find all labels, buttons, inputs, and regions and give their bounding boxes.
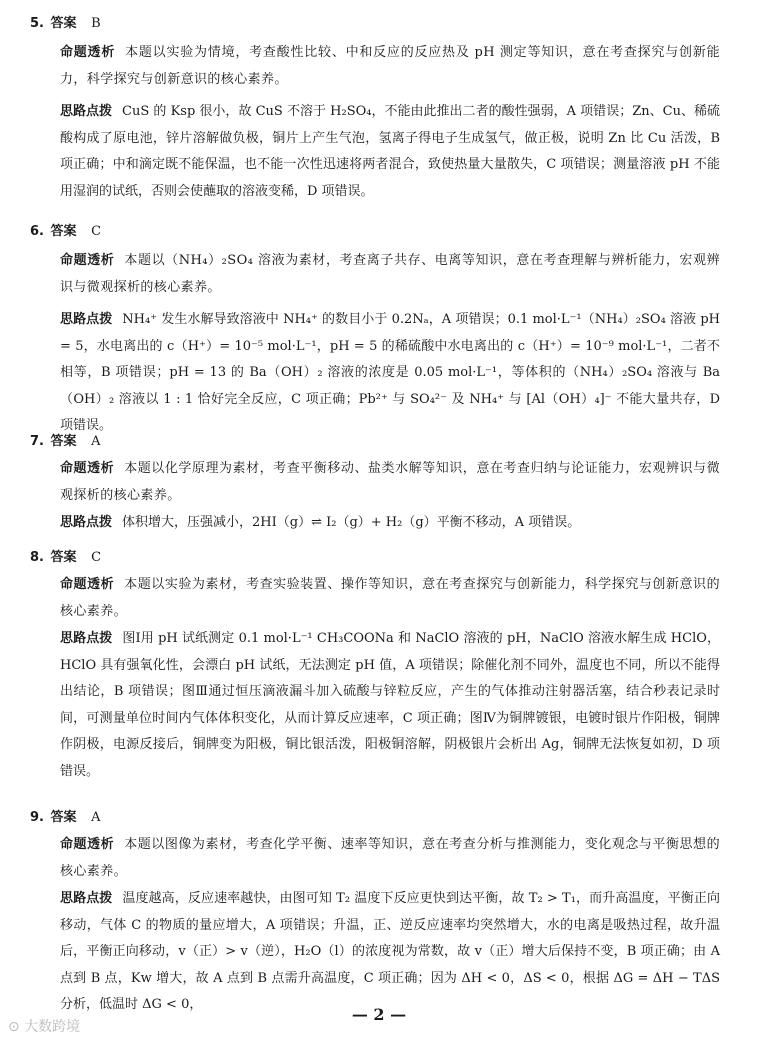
question-5-header bbox=[30, 12, 101, 31]
reasoning-text: 体积增大，压强减小，2HI（g）⇌ I₂（g）+ H₂（g）平衡不移动，A 项错误。 bbox=[122, 515, 581, 530]
reasoning-label: 思路点拨 bbox=[60, 515, 113, 530]
question-7-analysis bbox=[60, 456, 720, 509]
answer-value: C bbox=[91, 550, 102, 565]
analysis-text: 本题以化学原理为素材，考查平衡移动、盐类水解等知识，意在考查归纳与论证能力，宏观辨识与微观探析的核心素养。 bbox=[60, 461, 720, 503]
analysis-label: 命题透析 bbox=[60, 837, 115, 852]
reasoning-label: 思路点拨 bbox=[60, 312, 113, 327]
reasoning-label: 思路点拨 bbox=[60, 891, 113, 906]
answer-label: 答案 bbox=[50, 16, 77, 31]
analysis-label: 命题透析 bbox=[60, 45, 116, 60]
answer-label: 答案 bbox=[50, 434, 77, 449]
answer-value: A bbox=[91, 810, 101, 825]
question-8-analysis bbox=[60, 572, 720, 625]
question-9-analysis bbox=[60, 832, 720, 885]
reasoning-label: 思路点拨 bbox=[60, 631, 113, 646]
answer-value: B bbox=[91, 16, 101, 31]
question-number: 5. bbox=[30, 16, 44, 31]
reasoning-text: NH₄⁺ 发生水解导致溶液中 NH₄⁺ 的数目小于 0.2Nₐ，A 项错误；0.1 mol·L⁻¹（NH₄）₂SO₄ 溶液 pH = 5，水电离出的 c（H⁺）= 10⁻⁵ mol·L⁻¹，pH = 5 的稀硫酸中水电离出的 c（H⁺）= 10⁻⁹ mol·L⁻¹，二者不相等，B 项错误；pH = 13 的 Ba（OH）₂ 溶液的浓度是 0.05 mol·L⁻¹，等体积的（NH₄）₂SO₄ 溶液与 Ba（OH）₂ 溶液以 1 : 1 恰好完全反应，C 项正确；Pb²⁺ 与 SO₄²⁻ 及 NH₄⁺ 与 [Al（OH）₄]⁻ 不能大量共存，D 项错误。 bbox=[60, 312, 720, 433]
question-9-header bbox=[30, 806, 100, 825]
analysis-label: 命题透析 bbox=[60, 461, 115, 476]
reasoning-text: 温度越高，反应速率越快，由图可知 T₂ 温度下反应更快到达平衡，故 T₂ > T₁，而升高温度，平衡正向移动，气体 C 的物质的量应增大，A 项错误；升温，正、逆反应速率均突然增大，水的电离是吸热过程，故升温后，平衡正向移动，v（正）> v（逆），H₂O（l）的浓度视为常数，故 v（正）增大后保持不变，B 项正确；由 A 点到 B 点，Kw 增大，故 A 点到 B 点需升高温度，C 项正确；因为 ΔH < 0，ΔS < 0，根据 ΔG = ΔH − TΔS 分析，低温时 ΔG < 0， bbox=[60, 891, 720, 1012]
question-6-analysis bbox=[60, 248, 720, 301]
question-5-reasoning bbox=[60, 99, 720, 205]
reasoning-label: 思路点拨 bbox=[60, 104, 113, 119]
reasoning-text: CuS 的 Ksp 很小，故 CuS 不溶于 H₂SO₄，不能由此推出二者的酸性强弱，A 项错误；Zn、Cu、稀硫酸构成了原电池，锌片溶解做负极，铜片上产生气泡，氢离子得电子生成氢气，做正极，说明 Zn 比 Cu 活泼，B 项正确；中和滴定既不能保温，也不能一次性迅速将两者混合，致使热量大量散失，C 项错误；测量溶液 pH 不能用湿润的试纸，否则会使蘸取的溶液变稀，D 项错误。 bbox=[60, 104, 720, 199]
question-7-header bbox=[30, 430, 100, 449]
analysis-label: 命题透析 bbox=[60, 253, 115, 268]
watermark: ⊙ 大数跨境 bbox=[8, 1019, 81, 1035]
question-number: 7. bbox=[30, 434, 44, 449]
question-5-analysis bbox=[60, 40, 720, 93]
question-number: 6. bbox=[30, 224, 44, 239]
question-9-reasoning bbox=[60, 886, 720, 1019]
question-8-header bbox=[30, 546, 101, 565]
page-number: — 2 — bbox=[351, 1005, 407, 1024]
analysis-text: 本题以图像为素材，考查化学平衡、速率等知识，意在考查分析与推测能力，变化观念与平衡思想的核心素养。 bbox=[60, 837, 720, 879]
analysis-text: 本题以实验为情境，考查酸性比较、中和反应的反应热及 pH 测定等知识，意在考查探究与创新能力，科学探究与创新意识的核心素养。 bbox=[60, 45, 720, 87]
answer-value: C bbox=[91, 224, 102, 239]
question-6-reasoning bbox=[60, 307, 720, 440]
reasoning-text: 图Ⅰ用 pH 试纸测定 0.1 mol·L⁻¹ CH₃COONa 和 NaClO 溶液的 pH，NaClO 溶液水解生成 HClO，HClO 具有强氧化性，会漂白 pH 试纸，无法测定 pH 值，A 项错误；除催化剂不同外，温度也不同，所以不能得出结论，B 项错误；图Ⅲ通过恒压滴液漏斗加入硫酸与锌粒反应，产生的气体推动注射器活塞，结合秒表记录时间，可测量单位时间内气体体积变化，从而计算反应速率，C 项正确；图Ⅳ为铜牌镀银，电镀时银片作阳极，铜牌作阴极，电源反接后，铜牌变为阳极，铜比银活泼，阳极铜溶解，阴极银片会析出 Ag，铜牌无法恢复如初，D 项错误。 bbox=[60, 631, 720, 779]
question-8-reasoning bbox=[60, 626, 720, 785]
answer-label: 答案 bbox=[50, 224, 77, 239]
question-number: 8. bbox=[30, 550, 44, 565]
question-number: 9. bbox=[30, 810, 44, 825]
answer-label: 答案 bbox=[50, 810, 77, 825]
answer-label: 答案 bbox=[50, 550, 77, 565]
analysis-label: 命题透析 bbox=[60, 577, 115, 592]
question-7-reasoning bbox=[60, 510, 720, 537]
answer-value: A bbox=[91, 434, 101, 449]
question-6-header bbox=[30, 220, 101, 239]
analysis-text: 本题以实验为素材，考查实验装置、操作等知识，意在考查探究与创新能力，科学探究与创新意识的核心素养。 bbox=[60, 577, 720, 619]
analysis-text: 本题以（NH₄）₂SO₄ 溶液为素材，考查离子共存、电离等知识，意在考查理解与辨析能力，宏观辨识与微观探析的核心素养。 bbox=[60, 253, 721, 295]
